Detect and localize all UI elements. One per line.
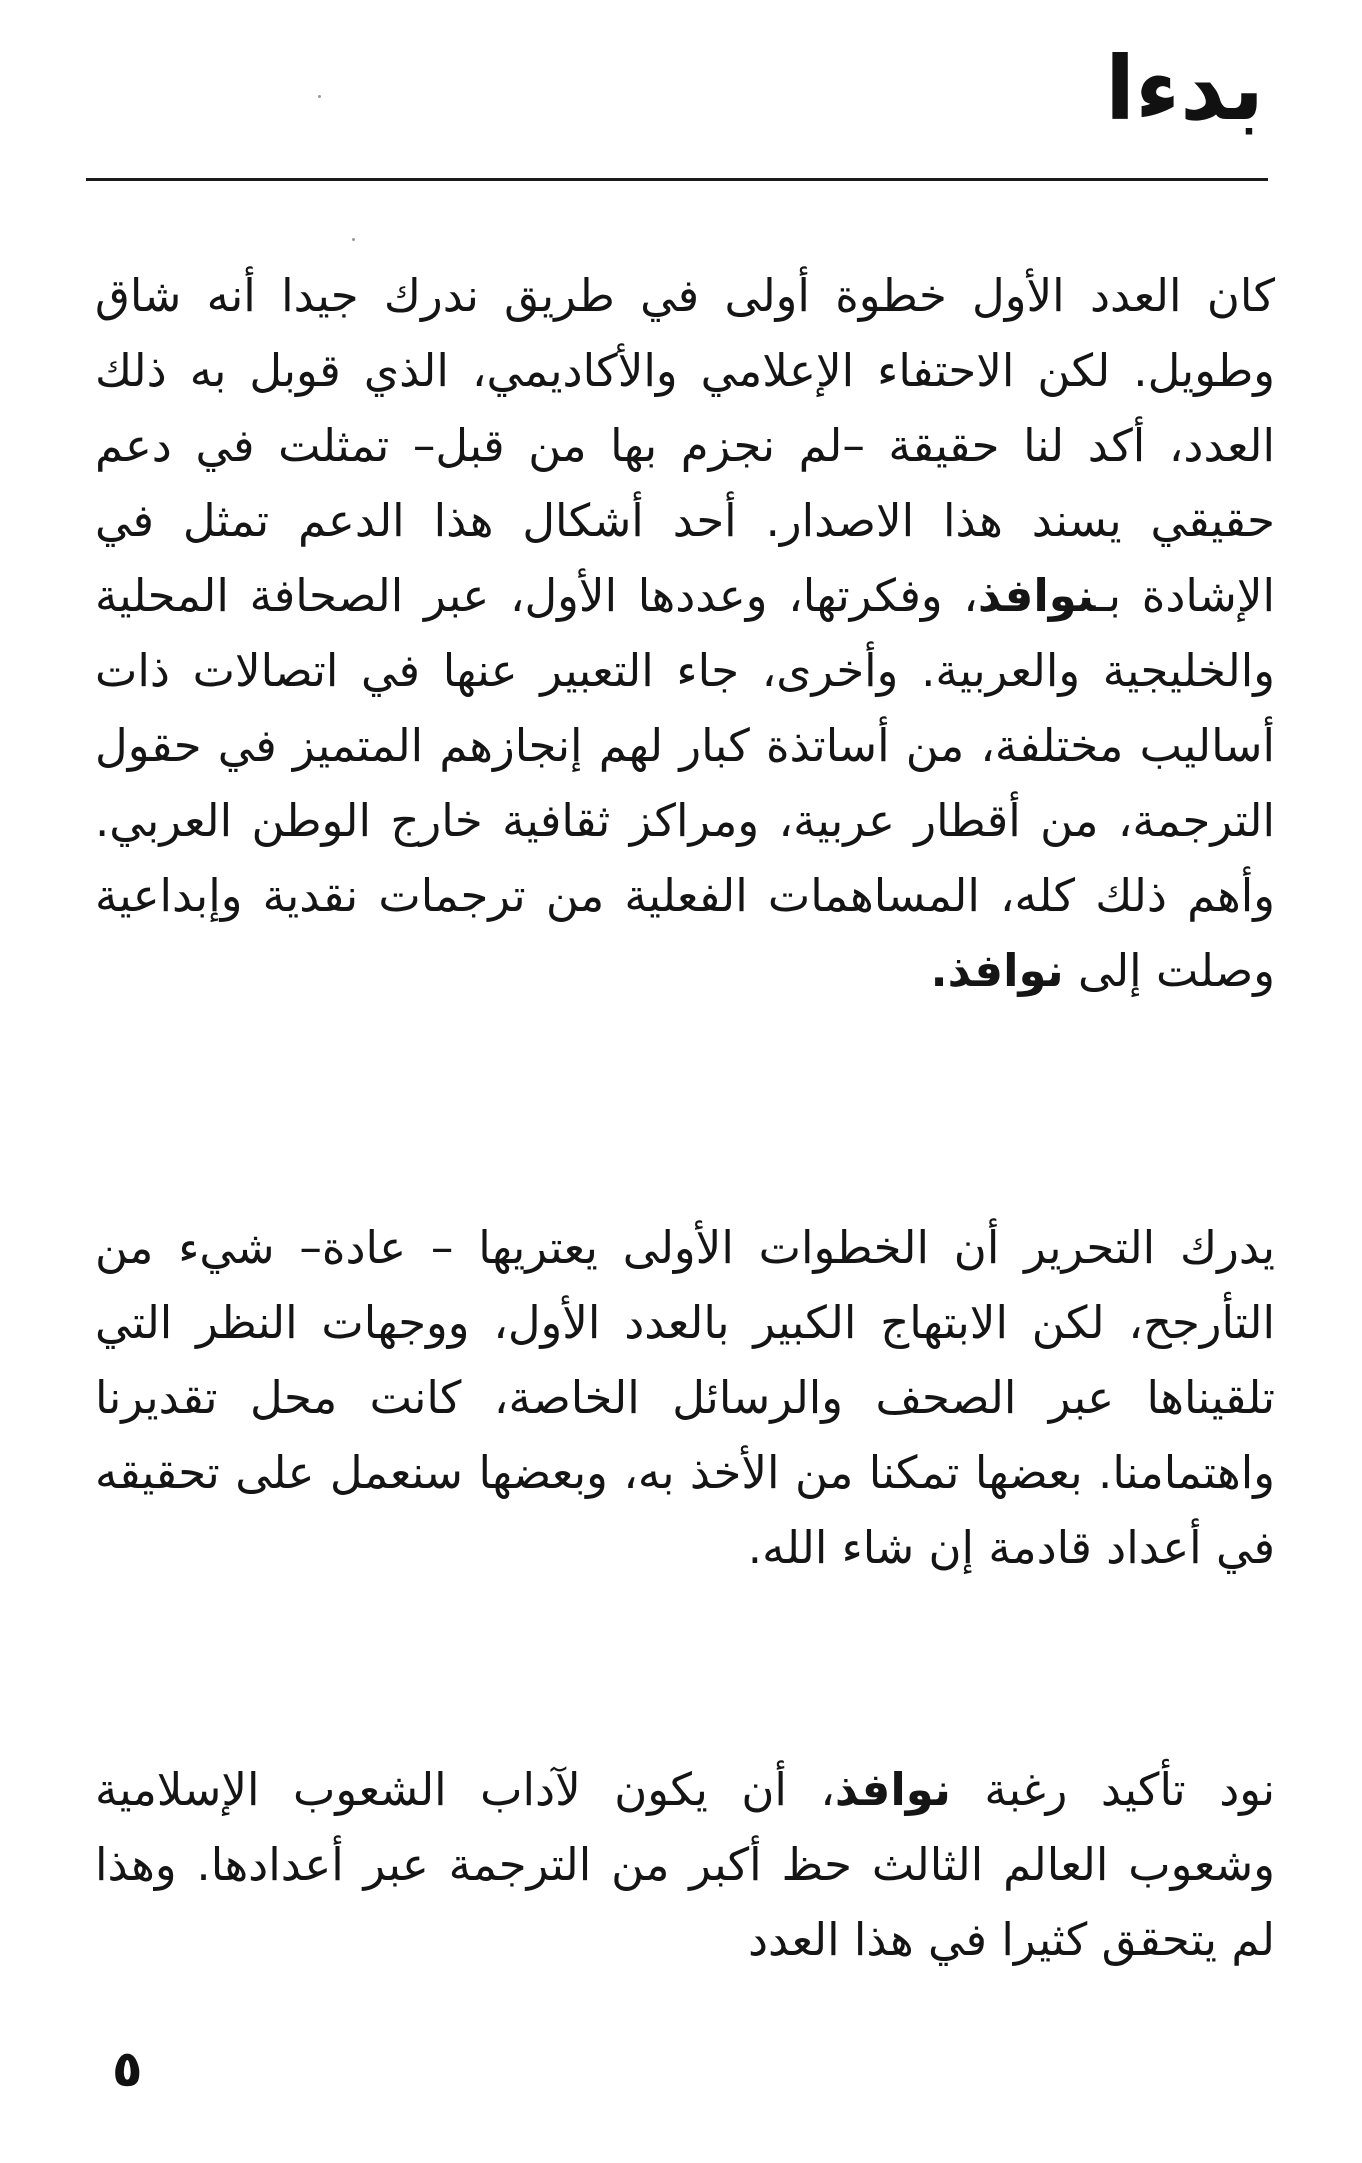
heading-rule <box>86 178 1268 181</box>
paragraph-1 <box>95 258 1275 1008</box>
paragraph-1-text: كان العدد الأول خطوة أولى في طريق ندرك جيدا أنه شاق وطويل. لكن الاحتفاء الإعلامي والأكاديمي، الذي قوبل به ذلك العدد، أكد لنا حقيقة –لم نجزم بها من قبل– تمثلت في دعم حقيقي يسند هذا الاصدار. أحد أشكال هذا الدعم تمثل في الإشادة بـ <box>95 269 1275 622</box>
magazine-name: نوافذ <box>977 569 1096 622</box>
paragraph-3 <box>95 1752 1362 1977</box>
scan-speck <box>352 238 355 241</box>
paragraph-2-text: يدرك التحرير أن الخطوات الأولى يعتريها – عادة– شيء من التأرجح، لكن الابتهاج الكبير بالعدد الأول، ووجهات النظر التي تلقيناها عبر الصحف والرسائل الخاصة، كانت محل تقديرنا واهتمامنا. بعضها تمكنا من الأخذ به، وبعضها سنعمل على تحقيقه في أعداد قادمة إن شاء الله. <box>95 1221 1275 1574</box>
magazine-name: نوافذ <box>947 944 1064 997</box>
paragraph-3-text-cont: ، أن يكون لآداب الشعوب الإسلامية وشعوب العالم الثالث حظ أكبر من الترجمة عبر أعدادها. وهذا لم يتحقق كثيرا في هذا العدد <box>95 1763 1275 1966</box>
paragraph-1-end: . <box>930 944 948 997</box>
paragraph-2 <box>95 1210 1362 1585</box>
paragraph-3-text: نود تأكيد رغبة <box>984 1763 1275 1816</box>
page-number: ٥ <box>112 2040 143 2098</box>
magazine-name: نوافذ <box>834 1763 951 1816</box>
page-heading: بدءا <box>1104 37 1264 140</box>
scan-speck <box>318 95 321 98</box>
paragraph-1-text-cont: ، وفكرتها، وعددها الأول، عبر الصحافة المحلية والخليجية والعربية. وأخرى، جاء التعبير عنها في اتصالات ذات أساليب مختلفة، من أساتذة كبار لهم إنجازهم المتميز في حقول الترجمة، من أقطار عربية، ومراكز ثقافية خارج الوطن العربي. وأهم ذلك كله، المساهمات الفعلية من ترجمات نقدية وإبداعية وصلت إلى <box>95 569 1275 997</box>
